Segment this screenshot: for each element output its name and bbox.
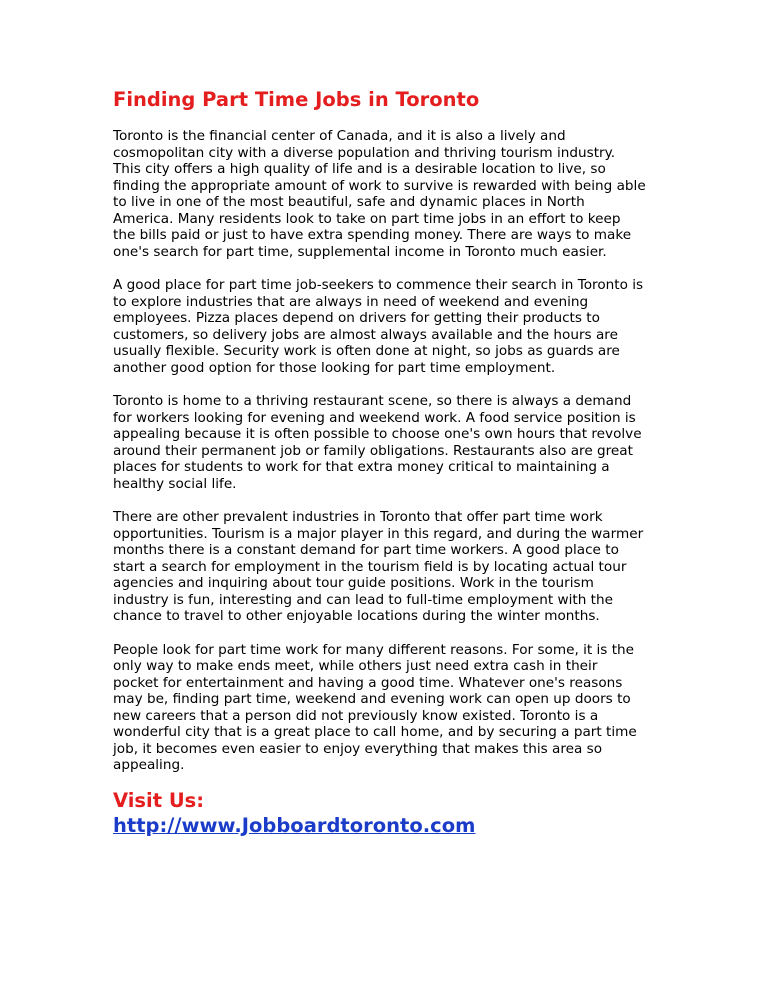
paragraph-tourism: There are other prevalent industries in Toronto that offer part time work opportunities. Tourism is a major player in this regard, and during the warmer months there is a constant demand for part time workers. A good place to start a search for employment in the tourism field is by locating actual tour agencies and inquiring about tour guide positions. Work in the tourism industry is fun, interesting and can lead to full-time employment with the chance to travel to other enjoyable locations during the winter months. <box>113 509 644 624</box>
document-page <box>113 88 658 838</box>
paragraph-job-seekers: A good place for part time job-seekers to commence their search in Toronto is to explore industries that are always in need of weekend and evening employees. Pizza places depend on drivers for getting their products to customers, so delivery jobs are almost always available and the hours are usually flexible. Security work is often done at night, so jobs as guards are another good option for those looking for part time employment. <box>113 277 644 376</box>
paragraph-intro: Toronto is the financial center of Canada, and it is also a lively and cosmopolitan city with a diverse population and thriving tourism industry. This city offers a high quality of life and is a desirable location to live, so finding the appropriate amount of work to survive is rewarded with being able to live in one of the most beautiful, safe and dynamic places in North America. Many residents look to take on part time jobs in an effort to keep the bills paid or just to have extra spending money. There are ways to make one's search for part time, supplemental income in Toronto much easier. <box>113 128 646 260</box>
visit-us-heading: Visit Us: <box>113 788 205 812</box>
paragraph-restaurants: Toronto is home to a thriving restaurant scene, so there is always a demand for workers looking for evening and weekend work. A food service position is appealing because it is often possible to choose one's own hours that revolve around their permanent job or family obligations. Restaurants also are great places for students to work for that extra money critical to maintaining a healthy social life. <box>113 393 642 492</box>
website-link[interactable]: http://www.Jobboardtoronto.com <box>113 813 476 837</box>
paragraph-conclusion: People look for part time work for many different reasons. For some, it is the only way to make ends meet, while others just need extra cash in their pocket for entertainment and having a good time. Whatever one's reasons may be, finding part time, weekend and evening work can open up doors to new careers that a person did not previously know existed. Toronto is a wonderful city that is a great place to call home, and by securing a part time job, it becomes even easier to enjoy everything that makes this area so appealing. <box>113 641 637 773</box>
page-title: Finding Part Time Jobs in Toronto <box>113 88 480 111</box>
